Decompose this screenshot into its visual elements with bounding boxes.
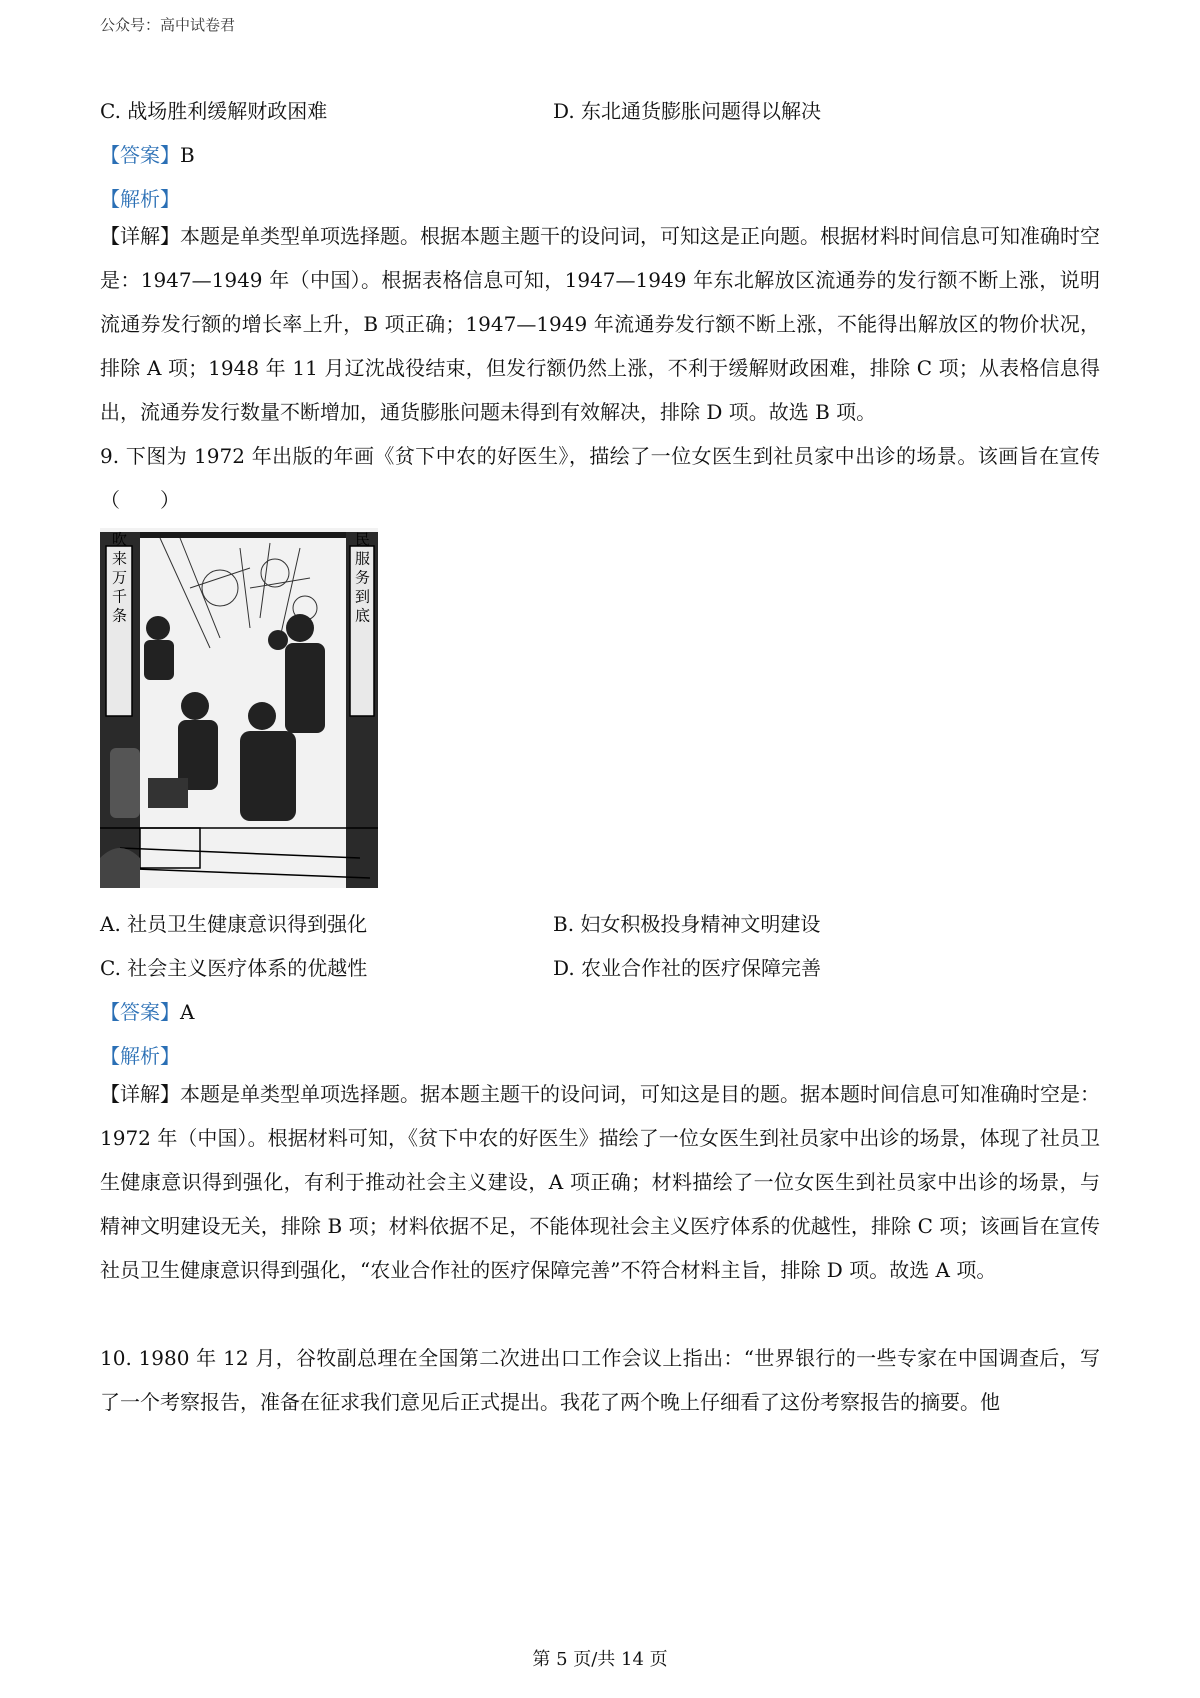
detail-tag: 【详解】: [100, 1082, 180, 1106]
q8-option-d: D. 东北通货膨胀问题得以解决: [553, 99, 822, 123]
couplet-left-text: 春风吹来万千条: [110, 528, 128, 627]
page-footer: 第 5 页/共 14 页: [532, 1649, 668, 1670]
q9-stem: 9. 下图为 1972 年出版的年画《贫下中农的好医生》，描绘了一位女医生到社员家中出诊的场景。该画旨在宣传（ ）: [100, 444, 1100, 512]
q9-detail: [100, 1072, 1100, 1342]
q8-answer: [100, 139, 195, 168]
q9-analysis-tag: [100, 1040, 180, 1069]
q9-option-d: D. 农业合作社的医疗保障完善: [553, 956, 822, 980]
answer-value: B: [180, 143, 195, 167]
q9-option-c: C. 社会主义医疗体系的优越性: [100, 956, 368, 980]
detail-text: 本题是单类型单项选择题。根据本题主题干的设问词，可知这是正向题。根据材料时间信息可知准确时空是：1947—1949 年（中国）。根据表格信息可知，1947—1949 年东北解放区流通券的发行额不断上涨，说明流通券发行额的增长率上升，B 项正确；1947—1949 年流通券发行额不断上涨，不能得出解放区的物价状况，排除 A 项；1948 年 11 月辽沈战役结束，但发行额仍然上涨，不利于缓解财政困难，排除 C 项；从表格信息得出，流通券发行数量不断增加，通货膨胀问题未得到有效解决，排除 D 项。故选 B 项。: [100, 224, 1100, 424]
page-header: 公众号：高中试卷君: [100, 16, 236, 34]
new-year-painting-image: [100, 528, 378, 888]
q9-option-b: B. 妇女积极投身精神文明建设: [553, 912, 821, 936]
q10-stem: 10. 1980 年 12 月，谷牧副总理在全国第二次进出口工作会议上指出：“世界银行的一些专家在中国调查后，写了一个考察报告，准备在征求我们意见后正式提出。我花了两个晚上仔细看了这份考察报告的摘要。他: [100, 1346, 1100, 1414]
answer-tag: 【答案】: [100, 1000, 180, 1024]
q9-answer: [100, 996, 194, 1025]
answer-value: A: [180, 1000, 195, 1024]
detail-tag: 【详解】: [100, 224, 180, 248]
detail-text: 本题是单类型单项选择题。据本题主题干的设问词，可知这是目的题。据本题时间信息可知准确时空是：1972 年（中国）。根据材料可知，《贫下中农的好医生》描绘了一位女医生到社员家中出诊的场景，体现了社员卫生健康意识得到强化，有利于推动社会主义建设，A 项正确；材料描绘了一位女医生到社员家中出诊的场景，与精神文明建设无关，排除 B 项；材料依据不足，不能体现社会主义医疗体系的优越性，排除 C 项；该画旨在宣传社员卫生健康意识得到强化，“农业合作社的医疗保障完善”不符合材料主旨，排除 D 项。故选 A 项。: [100, 1082, 1100, 1282]
q9-option-a: A. 社员卫生健康意识得到强化: [100, 912, 368, 936]
couplet-right-text: 为人民服务到底: [353, 528, 371, 627]
q8-detail: [100, 214, 1100, 444]
q8-analysis-tag: [100, 183, 180, 212]
answer-tag: 【答案】: [100, 143, 180, 167]
analysis-tag: 【解析】: [100, 1044, 180, 1068]
analysis-tag: 【解析】: [100, 187, 180, 211]
q8-option-c: C. 战场胜利缓解财政困难: [100, 99, 328, 123]
